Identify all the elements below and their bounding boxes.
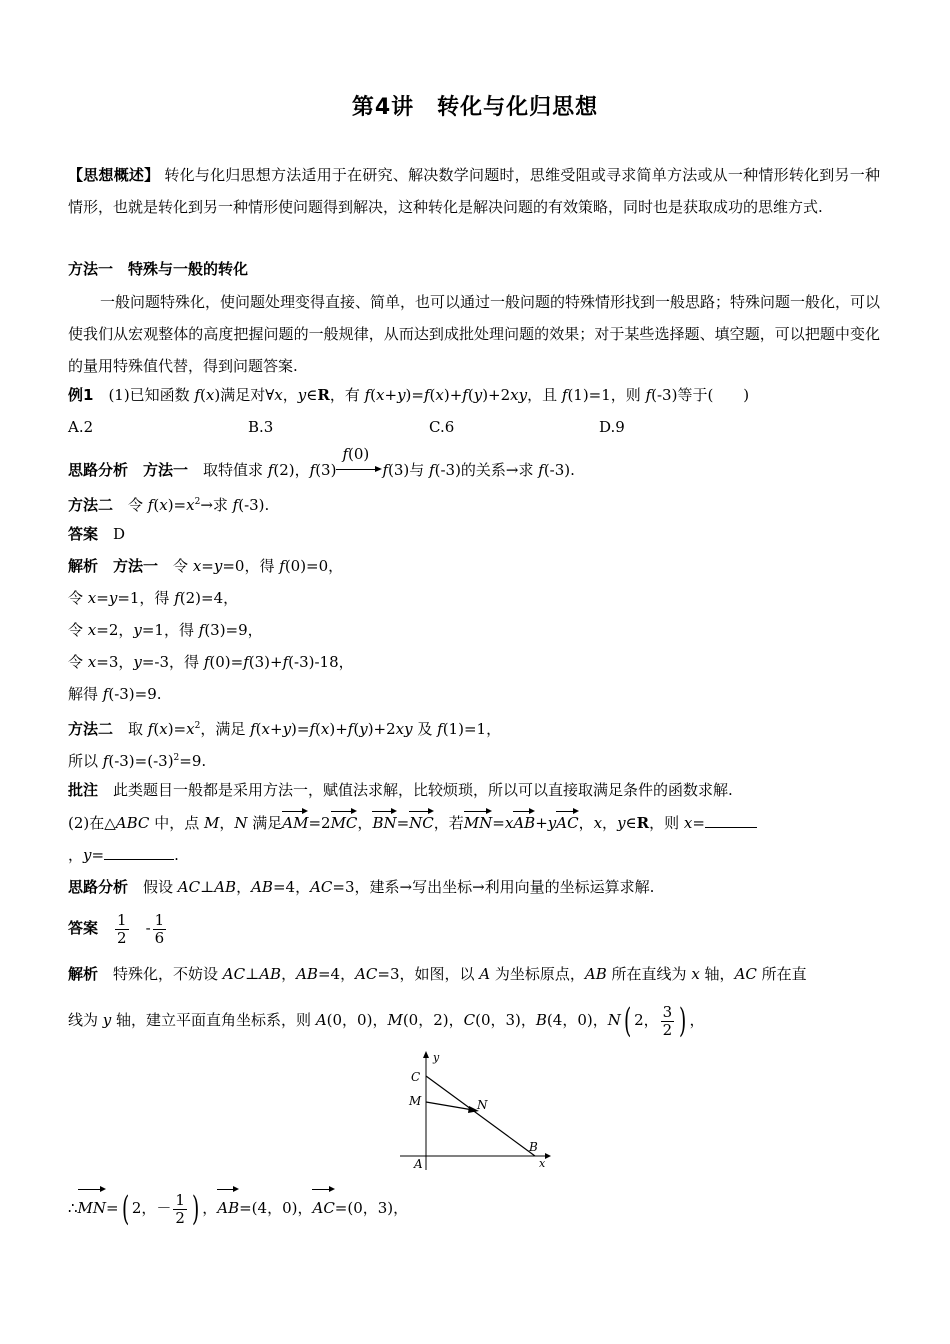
- answer-y-num: 1: [154, 910, 165, 929]
- part2-answer-label: 答案: [68, 919, 99, 937]
- note-line: [68, 779, 733, 801]
- solution-line-1: 解析 方法一 令 x=y=0，得 f(0)=0，: [68, 557, 344, 575]
- label-b: B: [529, 1140, 538, 1154]
- analysis-label: 思路分析: [68, 461, 129, 479]
- part2-analysis: 思路分析 假设 AC⊥AB，AB=4，AC=3，建系→写出坐标→利用向量的坐标运算求解.: [68, 878, 655, 896]
- solution-line-5: 解得 f(-3)=9.: [68, 685, 162, 703]
- example1-options: [68, 416, 625, 438]
- label-n: N: [477, 1098, 488, 1112]
- example1-question: 例1 (1)已知函数 f(x)满足对∀x，y∈R，有 f(x+y)=f(x)+f(y)+2xy，且 f(1)=1，则 f(-3)等于( ): [68, 386, 750, 404]
- part2-analysis-label: 思路分析: [68, 878, 129, 896]
- label-a: A: [414, 1157, 423, 1171]
- answer-x-num: 1: [117, 910, 127, 929]
- solution-label: 解析: [68, 557, 99, 575]
- method1-heading: 方法一 特殊与一般的转化: [68, 260, 249, 278]
- answer-label: 答案: [68, 525, 99, 543]
- part2-solution-1: 解析 特殊化，不妨设 AC⊥AB，AB=4，AC=3，如图，以 A 为坐标原点，AB 所在直线为 x 轴，AC 所在直: [68, 965, 807, 983]
- answer-value: D: [113, 525, 126, 543]
- example1-label: 例1: [68, 386, 94, 404]
- label-y: y: [433, 1051, 440, 1064]
- part2-question: (2)在△ABC 中，点 M，N 满足AM=2MC，BN=NC，若MN=xAB+yAC，x，y∈R，则 x=: [68, 812, 757, 834]
- overview-text: 转化与化归思想方法适用于在研究、解决数学问题时，思维受阻或寻求简单方法或从一种情形转化到另一种情形，也就是转化到另一种情形使问题得到解决，这种转化是解决问题的有效策略，同时也是获取成功的思维方式.: [68, 166, 880, 216]
- solution-method1-label: 方法一: [113, 557, 159, 575]
- segment-cb: [426, 1076, 535, 1156]
- answer-y-den: 6: [154, 928, 165, 947]
- analysis-method2-label: 方法二: [68, 496, 114, 514]
- part2-answer: 答案 $\frac{1}{2}$ - $\frac{1}{6}$: [68, 910, 165, 947]
- note-text: 此类题目一般都是采用方法一，赋值法求解，比较烦琐，所以可以直接取满足条件的函数求解.: [113, 781, 733, 799]
- part2-solution-2: 线为 y 轴，建立平面直角坐标系，则 A(0，0)，M(0，2)，C(0，3)，B(4，0)，N( 2， $\frac{3}{2}$ ) ，: [68, 1001, 705, 1041]
- y-axis-arrow: [423, 1051, 429, 1058]
- overview-paragraph: [68, 159, 880, 223]
- option-c: C.6: [429, 418, 455, 436]
- example1-answer: [68, 523, 125, 545]
- answer-y-fraction: [153, 912, 167, 947]
- analysis-method1-label: 方法一: [143, 461, 189, 479]
- label-m: M: [409, 1094, 422, 1108]
- option-b: B.3: [248, 418, 274, 436]
- answer-x-den: 2: [117, 928, 127, 947]
- page-title: 第4讲 转化与化归思想: [351, 95, 599, 120]
- solution-line-3: 令 x=2，y=1，得 f(3)=9，: [68, 621, 263, 639]
- overview-label: 【思想概述】: [68, 166, 160, 184]
- answer-x-fraction: [115, 912, 129, 947]
- x-axis-arrow: [545, 1153, 551, 1159]
- method1-text: 一般问题特殊化，使问题处理变得直接、简单，也可以通过一般问题的特殊情形找到一般思路；特殊问题一般化，可以使我们从宏观整体的高度把握问题的一般规律，从而达到成批处理问题的效果；对于某些选择题、填空题，可以把题中变化的量用特殊值代替，得到问题答案.: [68, 293, 881, 375]
- solution-method2-label: 方法二: [68, 720, 114, 738]
- note-label: 批注: [68, 781, 99, 799]
- label-c: C: [411, 1070, 421, 1084]
- example1-analysis-m2: 方法二 令 $f(x)=x^2\to$求 f(-3).: [68, 496, 270, 514]
- option-d: D.9: [599, 418, 625, 436]
- coordinate-figure: [395, 1048, 560, 1173]
- vector-result-line: ∴MN=( 2，－ $\frac{1}{2}$ ) ，AB=(4，0)，AC=(0，3)，: [68, 1189, 409, 1229]
- solution-method2: 方法二 取 $f(x)=x^2$，满足 f(x+y)=f(x)+f(y)+2xy 及 f(1)=1，: [68, 720, 502, 738]
- label-x: x: [539, 1157, 546, 1170]
- part2-question-cont: ，y= .: [68, 846, 179, 864]
- solution-method2-result: 所以 $f(-3)=(-3)^2=9$.: [68, 752, 207, 770]
- solution-line-4: 令 x=3，y=-3，得 f(0)=f(3)+f(-3)-18，: [68, 653, 354, 671]
- example1-analysis: 思路分析 方法一 取特值求 f(2)，f(3) f(0) f(3)与 f(-3)的关系→求 f(-3).: [68, 445, 575, 479]
- part2-solution-label: 解析: [68, 965, 99, 983]
- option-a: A.2: [68, 418, 94, 436]
- solution-line-2: 令 x=y=1，得 f(2)=4，: [68, 589, 239, 607]
- mapping-arrow: f(0): [336, 461, 382, 475]
